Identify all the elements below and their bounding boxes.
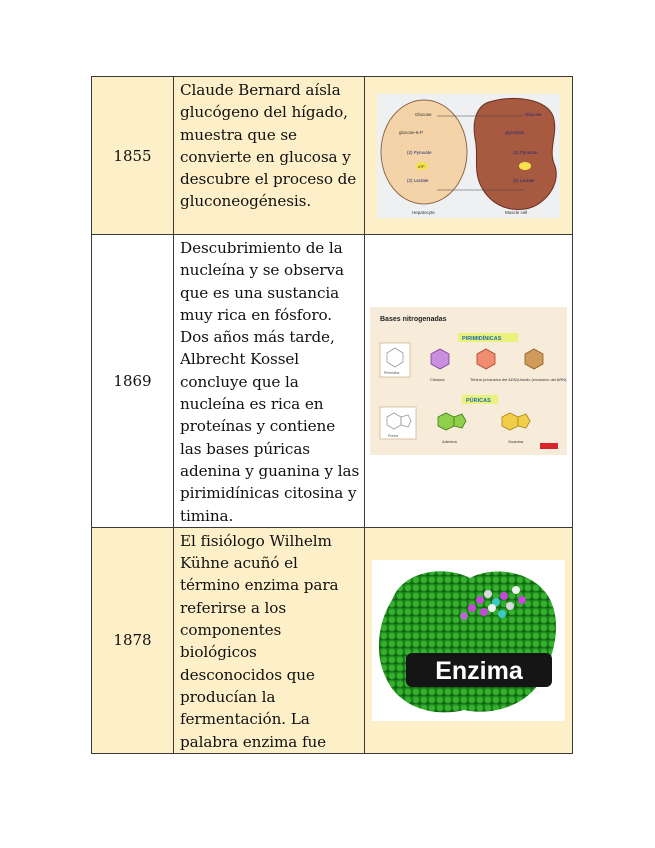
- label: Timina (exclusiva del ADN): [470, 376, 518, 382]
- label: (2) Pyruvate: [513, 149, 538, 155]
- year-cell: 1878: [92, 527, 174, 753]
- image-cell: [365, 527, 573, 753]
- label: (2) Pyruvate: [407, 149, 432, 155]
- label: PÚRICAS: [466, 397, 491, 404]
- label: Guanina: [508, 438, 524, 444]
- label: Glucose: [525, 111, 542, 117]
- label: Pirimidina: [384, 370, 400, 375]
- label: Citosina: [430, 376, 445, 382]
- label: glucose-6-P: [399, 129, 424, 135]
- year-cell: 1855: [92, 77, 174, 235]
- label: PIRIMIDÍNICAS: [462, 335, 502, 342]
- timeline-table: [91, 76, 573, 754]
- label: Glucose: [415, 111, 432, 117]
- timeline-row: [92, 77, 573, 235]
- label: Adenina: [442, 438, 457, 444]
- timeline-row: [92, 527, 573, 753]
- glycogen-metabolism-figure: [377, 94, 560, 218]
- image-cell: [365, 77, 573, 235]
- label: (2) Lactate: [513, 177, 535, 183]
- label: glycolysis: [505, 129, 525, 135]
- year-cell: 1869: [92, 235, 174, 528]
- label: Hepatocyte: [412, 209, 435, 215]
- label: (2) Lactate: [407, 177, 429, 183]
- timeline-row: [92, 235, 573, 528]
- figure-title: Bases nitrogenadas: [380, 315, 447, 323]
- label: Muscle cell: [505, 209, 528, 215]
- enzyme-figure: [372, 560, 565, 721]
- description-cell: El fisiólogo Wilhelm Kühne acuñó el término enzima para referirse a los componentes biológicos desconocidos que producían la fermentación. La palabra enzima fue: [174, 527, 365, 753]
- label: Uracilo (exclusivo del ARN): [518, 376, 567, 382]
- description-cell: Descubrimiento de la nucleína y se observa que es una sustancia muy rica en fósforo. Dos años más tarde, Albrecht Kossel concluye que la nucleína es rica en proteínas y contiene las bases púricas adenina y guanina y las pirimidínicas citosina y timina.: [174, 235, 365, 528]
- image-cell: [365, 235, 573, 528]
- description-cell: Claude Bernard aísla glucógeno del hígado, muestra que se convierte en glucosa y descubre el proceso de gluconeogénesis.: [174, 77, 365, 235]
- nitrogenous-bases-figure: [370, 307, 567, 455]
- label: Purina: [388, 433, 399, 438]
- label: ATP: [418, 164, 425, 169]
- enzyme-caption: Enzima: [435, 656, 523, 685]
